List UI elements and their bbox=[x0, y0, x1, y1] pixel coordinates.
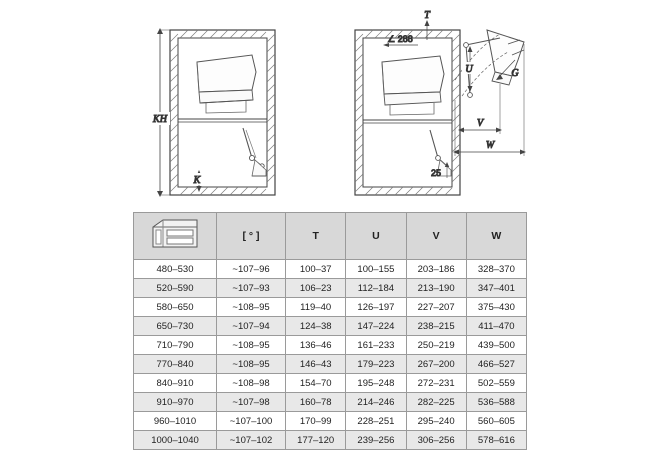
spec-table bbox=[133, 212, 527, 450]
cell-cabinet: 580–650 bbox=[134, 298, 217, 317]
cell-t: 119–40 bbox=[286, 298, 346, 317]
cell-v: 272–231 bbox=[406, 374, 466, 393]
cell-w: 439–500 bbox=[466, 336, 526, 355]
cell-w: 560–605 bbox=[466, 412, 526, 431]
cell-w: 536–588 bbox=[466, 393, 526, 412]
cell-u: 100–155 bbox=[346, 260, 406, 279]
cell-angle: ~107–93 bbox=[217, 279, 286, 298]
cabinet-icon-header bbox=[134, 213, 217, 260]
label-angle-288: ∠ 288 bbox=[387, 34, 413, 44]
header-w: W bbox=[466, 213, 526, 260]
cell-u: 112–184 bbox=[346, 279, 406, 298]
cell-angle: ~107–96 bbox=[217, 260, 286, 279]
cell-u: 126–197 bbox=[346, 298, 406, 317]
cell-v: 295–240 bbox=[406, 412, 466, 431]
cell-v: 282–225 bbox=[406, 393, 466, 412]
cell-angle: ~107–100 bbox=[217, 412, 286, 431]
cell-cabinet: 770–840 bbox=[134, 355, 217, 374]
cell-v: 238–215 bbox=[406, 317, 466, 336]
cell-u: 195–248 bbox=[346, 374, 406, 393]
cell-cabinet: 650–730 bbox=[134, 317, 217, 336]
cell-angle: ~108–95 bbox=[217, 355, 286, 374]
table-head bbox=[134, 213, 527, 260]
table-row bbox=[134, 412, 527, 431]
drawings-svg bbox=[0, 0, 660, 208]
cell-cabinet: 480–530 bbox=[134, 260, 217, 279]
label-kh: KH bbox=[153, 114, 167, 125]
cell-v: 203–186 bbox=[406, 260, 466, 279]
cell-t: 160–78 bbox=[286, 393, 346, 412]
label-v: V bbox=[476, 118, 484, 129]
right-view bbox=[355, 10, 526, 195]
table-body bbox=[134, 260, 527, 450]
table-row bbox=[134, 336, 527, 355]
cell-u: 228–251 bbox=[346, 412, 406, 431]
cell-angle: ~108–95 bbox=[217, 298, 286, 317]
cell-cabinet: 910–970 bbox=[134, 393, 217, 412]
cabinet-icon bbox=[147, 217, 203, 253]
technical-drawings bbox=[0, 0, 660, 208]
table-row bbox=[134, 431, 527, 450]
cell-v: 267–200 bbox=[406, 355, 466, 374]
cell-u: 147–224 bbox=[346, 317, 406, 336]
cell-w: 466–527 bbox=[466, 355, 526, 374]
cell-u: 161–233 bbox=[346, 336, 406, 355]
cell-t: 177–120 bbox=[286, 431, 346, 450]
cell-u: 214–246 bbox=[346, 393, 406, 412]
cell-angle: ~107–98 bbox=[217, 393, 286, 412]
label-g: G bbox=[511, 68, 519, 79]
cell-v: 306–256 bbox=[406, 431, 466, 450]
cell-t: 106–23 bbox=[286, 279, 346, 298]
cell-cabinet: 710–790 bbox=[134, 336, 217, 355]
header-t: T bbox=[286, 213, 346, 260]
table-row bbox=[134, 393, 527, 412]
cell-cabinet: 520–590 bbox=[134, 279, 217, 298]
cell-w: 347–401 bbox=[466, 279, 526, 298]
header-angle: [ ° ] bbox=[217, 213, 286, 260]
header-u: U bbox=[346, 213, 406, 260]
label-u: U bbox=[465, 64, 473, 75]
table-row bbox=[134, 317, 527, 336]
cell-t: 100–37 bbox=[286, 260, 346, 279]
cell-w: 411–470 bbox=[466, 317, 526, 336]
table-row bbox=[134, 260, 527, 279]
table-row bbox=[134, 374, 527, 393]
label-w: W bbox=[485, 140, 495, 151]
cell-angle: ~108–95 bbox=[217, 336, 286, 355]
cell-cabinet: 960–1010 bbox=[134, 412, 217, 431]
cell-t: 124–38 bbox=[286, 317, 346, 336]
label-t: T bbox=[424, 10, 430, 21]
cell-t: 154–70 bbox=[286, 374, 346, 393]
cell-cabinet: 840–910 bbox=[134, 374, 217, 393]
cell-t: 136–46 bbox=[286, 336, 346, 355]
cell-w: 502–559 bbox=[466, 374, 526, 393]
cell-angle: ~108–98 bbox=[217, 374, 286, 393]
label-k: K bbox=[193, 175, 201, 186]
cell-t: 146–43 bbox=[286, 355, 346, 374]
spec-table-wrap bbox=[133, 212, 527, 450]
table-row bbox=[134, 355, 527, 374]
cell-w: 328–370 bbox=[466, 260, 526, 279]
cell-cabinet: 1000–1040 bbox=[134, 431, 217, 450]
label-25: 25 bbox=[430, 168, 441, 178]
cell-u: 239–256 bbox=[346, 431, 406, 450]
table-header-row bbox=[134, 213, 527, 260]
cell-t: 170–99 bbox=[286, 412, 346, 431]
cell-v: 213–190 bbox=[406, 279, 466, 298]
cell-v: 227–207 bbox=[406, 298, 466, 317]
cell-u: 179–223 bbox=[346, 355, 406, 374]
table-row bbox=[134, 279, 527, 298]
cell-w: 578–616 bbox=[466, 431, 526, 450]
cell-v: 250–219 bbox=[406, 336, 466, 355]
header-v: V bbox=[406, 213, 466, 260]
cell-w: 375–430 bbox=[466, 298, 526, 317]
table-row bbox=[134, 298, 527, 317]
cell-angle: ~107–102 bbox=[217, 431, 286, 450]
left-view bbox=[150, 28, 275, 197]
cell-angle: ~107–94 bbox=[217, 317, 286, 336]
